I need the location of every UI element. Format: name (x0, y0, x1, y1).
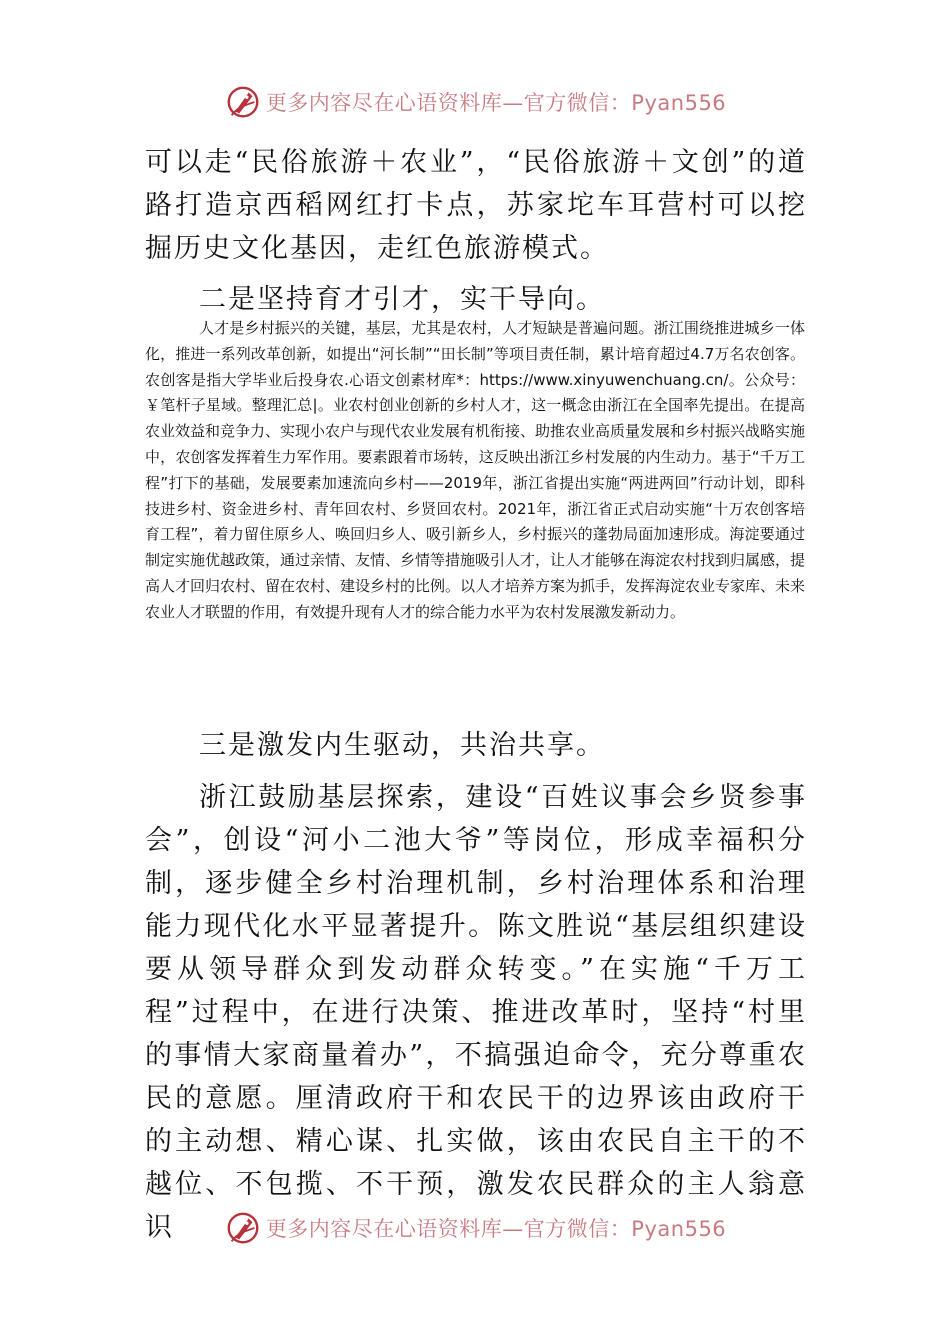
footer-banner (0, 1206, 950, 1250)
document-body-small (145, 316, 807, 626)
document-body-lower (145, 724, 807, 1249)
banner-text: 更多内容尽在心语资料库—官方微信：Pyan556 (265, 91, 727, 115)
document-body (145, 141, 807, 321)
header-banner (0, 80, 950, 124)
section-heading-2: 二是坚持育才引才，实干导向。 (199, 284, 605, 315)
paragraph-3: 浙江鼓励基层探索，建设“百姓议事会乡贤参事会”，创设“河小二池大爷”等岗位，形成幸福积分制，逐步健全乡村治理机制，乡村治理体系和治理能力现代化水平显著提升。陈文胜说“基层组织建设要从领导群众到发动群众转变。”在实施“千万工程”过程中，在进行决策、推进改革时，坚持“村里的事情大家商量着办”，不搞强迫命令，充分尊重农民的意愿。厘清政府干和农民干的边界该由政府干的主动想、精心谋、扎实做，该由农民自主干的不越位、不包揽、不干预，激发农民群众的主人翁意识 (145, 782, 807, 1243)
pen-nib-logo-icon (224, 83, 262, 121)
pen-nib-logo-icon (224, 1209, 262, 1247)
paragraph-2: 人才是乡村振兴的关键，基层，尤其是农村，人才短缺是普遍问题。浙江围绕推进城乡一体化，推进一系列改革创新，如提出“河长制”“田长制”等项目责任制，累计培育超过4.7万名农创客。农创客是指大学毕业后投身农.心语文创素材库*：https://www.xinyuwenchuang.cn/。公众号：￥笔杆子星域。整理汇总|。业农村创业创新的乡村人才，这一概念由浙江在全国率先提出。在提高农业效益和竞争力、实现小农户与现代农业发展有机衔接、助推农业高质量发展和乡村振兴战略实施中，农创客发挥着生力军作用。要素跟着市场转，这反映出浙江乡村发展的内生动力。基于“千万工程”打下的基础，发展要素加速流向乡村——2019年，浙江省提出实施“两进两回”行动计划，即科技进乡村、资金进乡村、青年回农村、乡贤回农村。2021年，浙江省正式启动实施“十万农创客培育工程”，着力留住原乡人、唤回归乡人、吸引新乡人，乡村振兴的蓬勃局面加速形成。海淀要通过制定实施优越政策，通过亲情、友情、乡情等措施吸引人才，让人才能够在海淀农村找到归属感，提高人才回归农村、留在农村、建设乡村的比例。以人才培养方案为抓手，发挥海淀农业专家库、未来农业人才联盟的作用，有效提升现有人才的综合能力水平为农村发展激发新动力。 (145, 319, 806, 621)
section-heading-3: 三是激发内生驱动，共治共享。 (199, 730, 605, 761)
banner-text: 更多内容尽在心语资料库—官方微信：Pyan556 (265, 1217, 727, 1241)
paragraph-1: 可以走“民俗旅游＋农业”，“民俗旅游＋文创”的道路打造京西稻网红打卡点，苏家坨车耳营村可以挖掘历史文化基因，走红色旅游模式。 (145, 147, 807, 264)
